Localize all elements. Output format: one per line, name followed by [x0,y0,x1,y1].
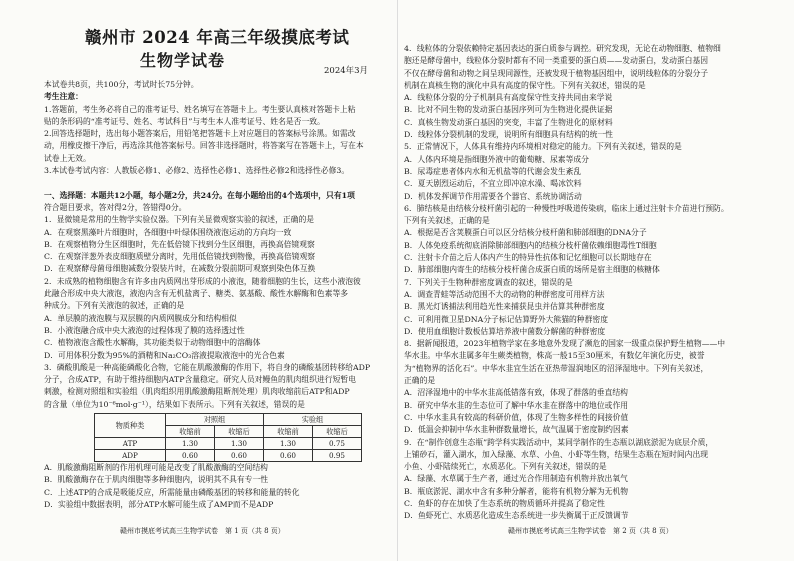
table-cell: 0.95 [313,450,362,462]
footer-page-1: 赣州市摸底考试高三生物学试卷 第 1 页（共 8 页） [120,527,285,535]
text-line: 种成分。下列有关液泡的叙述，正确的是 [44,301,185,311]
text-line: C．夏天剧烈运动后，不宜立即冲凉水澡、喝冰饮料 [404,179,582,189]
text-line: 此融合形成中央大液泡，液泡内含有无机盐离子、糖类、氨基酸、酸性水解酶和色素等多 [44,289,349,299]
text-line: B．尿毒症患者体内水和无机盐等的代谢会发生紊乱 [404,166,582,176]
footer-page-2: 赣州市摸底考试高三生物学试卷 第 2 页（共 8 页） [508,527,673,535]
text-line: D．肺部细胞内寄生的结核分枝杆菌合成蛋白质的场所是宿主细胞的核糖体 [404,265,660,275]
text-line: 动，用橡皮擦干净后，再选涂其他答案标号。回答非选择题时，将答案写在答题卡上，写在本 [44,141,364,151]
text-line: 4．线粒体的分裂依赖特定基因表达的蛋白质参与调控。研究发现，无论在动物细胞、植物细 [404,44,721,53]
text-line: A．沼泽湿地中的中华水韭高低错落有致，体现了群落的垂直结构 [404,388,628,398]
left-page [0,0,396,561]
table-cell: ATP [95,438,166,450]
table-cell: 0.60 [215,450,264,462]
text-line: B．黑光灯诱捕法利用趋光性来捕获昆虫并估算其种群密度 [404,302,605,312]
text-line: 5．正常情况下，人体具有维持内环境相对稳定的能力。下列有关叙述，错误的是 [404,142,682,152]
text-line: C．鱼虾的存在加快了生态系统的物质循环并提高了稳定性 [404,498,605,508]
exam-date: 2024年3月 [324,66,369,76]
text-line: 分子，合成ATP，有助于维持细胞内ATP含量稳定。研究人员对鳗鱼的肌肉组织进行短暂电 [44,375,356,385]
table-header-experimental: 实验组 [264,414,362,426]
text-line: 试卷上无效。 [44,153,91,163]
experiment-table [94,413,362,462]
table-subheader: 收缩后 [215,426,264,438]
text-line: B．瓶底淤泥、湖水中含有多种分解者，能将有机物分解为无机物 [404,486,629,496]
right-text-block [404,43,729,523]
text-line: 为“植物界的活化石”。中华水韭宜生活在亚热带湿润地区的沼泽湿地中。下列有关叙述， [404,363,709,373]
text-line: A．人体内环境是指细胞外液中的葡萄糖、尿素等成分 [404,154,589,164]
text-line: 6．肺结核是由结核分枝杆菌引起的一种慢性呼吸道传染病，临床上通过注射卡介苗进行预防。 [404,203,729,213]
left-text-after-table [44,462,300,511]
text-line [44,177,370,189]
table-header-substance: 物质种类 [95,414,166,438]
page-divider [397,0,398,561]
text-line: D．鱼虾死亡、水质恶化造成生态系统进一步失衡属于正反馈调节 [404,511,629,521]
text-line: 1．显微镜是常用的生物学实验仪器。下列有关显微观察实验的叙述，正确的是 [44,215,315,225]
text-line: B．研究中华水韭的生态位可了解中华水韭在群落中的地位或作用 [404,400,629,410]
text-line: 下列有关叙述，正确的是 [404,216,490,226]
text-line: D．使用血细胞计数板估算培养液中菌数分解菌的种群密度 [404,326,606,336]
text-line: 7．下列关于生物种群密度调查的叙述，错误的是 [404,277,573,287]
table-cell: 0.60 [166,450,215,462]
text-line: 2.回答选择题时，选出每小题答案后，用铅笔把答题卡上对应题目的答案标号涂黑。如需改 [44,129,356,139]
table-cell: 1.30 [215,438,264,450]
table-cell: ADP [95,450,166,462]
text-line: 的含量（单位为10⁻⁶mol·g⁻¹），结果如下表所示。下列有关叙述，错误的是 [44,399,305,409]
text-line: 一、选择题：本题共12小题，每小题2分，共24分。在每小题给出的4个选项中，只有1项 [44,190,355,200]
text-line: 机制在真核生物的演化中具有高度的保守性。下列有关叙述，错误的是 [404,80,646,90]
table-subheader: 收缩前 [264,426,313,438]
text-line: 2．未成熟的植物细胞含有许多由内质网出芽形成的小液泡，随着细胞的生长，这些小液泡彼 [44,276,361,286]
text-line: B．人体免疫系统彻底消除肺部细胞内的结核分枝杆菌依赖细胞毒性T细胞 [404,240,657,250]
text-line: 考生注意： [44,92,83,102]
exam-subtitle: 生物学试卷 [140,51,226,70]
text-line: C．注射卡介苗之后人体内产生的特异性抗体和记忆细胞可以长期地存在 [404,253,652,263]
text-line: A．绿藻、水草属于生产者，通过光合作用制造有机物并放出氧气 [404,474,628,484]
text-line: 本试卷共8页，共100分，考试时长75分钟。 [44,80,199,89]
text-line: D．低温会抑制中华水韭种群数量增长，故气温属于密度制约因素 [404,425,629,435]
text-line: 9．在“制作创意生态瓶”跨学科实践活动中，某同学制作的生态瓶以湖底淤泥为底层介质， [404,437,714,447]
text-line: A．肌酸激酶阻断剂的作用机理可能是改变了肌酸激酶的空间结构 [44,463,268,472]
text-line: 符合题目要求，答对得2分，答错得0分。 [44,202,187,212]
text-line: 3．磷酸肌酸是一种高能磷酸化合物，它能在肌酸激酶的作用下，将自身的磷酸基团转移给ADP [44,362,371,372]
text-line: C．上述ATP的合成是吸能反应，所需能量由磷酸基团的转移和能量的转化 [44,487,300,497]
text-line: C．可利用微卫星DNA分子标记估算野外大熊猫的种群密度 [404,314,608,324]
text-line: A．根据是否含荚膜蛋白可以区分结核分枝杆菌和肺部细胞的DNA分子 [404,228,647,238]
left-text-block [44,79,370,411]
text-line: D．线粒体分裂机制的发现，说明所有细胞具有结构的统一性 [404,130,613,140]
table-cell: 0.75 [313,438,362,450]
text-line: D．在观察酵母菌母细胞减数分裂装片时，在减数分裂前期可观察到染色体互换 [44,264,316,274]
text-line: 胞还是酵母菌中，线粒体分裂时都有不同一类重要的蛋白质——发动蛋白，发动蛋白基因 [404,56,709,66]
text-line: 3.本试卷考试内容：人教版必修1、必修2、选择性必修1、选择性必修2和选择性必修3。 [44,166,350,176]
table-cell: 0.60 [264,450,313,462]
text-line: 不仅在酵母菌和动物之间呈现同源性，还被发现于植物基因组中，说明线粒体的分裂分子 [404,68,709,78]
text-line: D．可用体积分数为95%的酒精和Na₂CO₃溶液提取液泡中的光合色素 [44,350,285,360]
text-line: B．比对不同生物的发动蛋白基因序列可为生物进化提供证据 [404,105,613,115]
text-line: D．机体发挥调节作用需要各个器官、系统协调活动 [404,191,582,201]
text-line: A．单层膜的液泡膜与双层膜的内质网膜成分和结构相似 [44,313,237,323]
text-line: 正确的是 [404,376,436,386]
right-page [400,0,794,561]
text-line: 小鱼、小虾陆续死亡，水质恶化。下列有关叙述，错误的是 [404,462,607,472]
text-line: C．中华水韭具有较高的科研价值，体现了生物多样性的间接价值 [404,412,629,422]
text-line: B．在观察植物分生区细胞时，先在低倍镜下找到分生区细胞，再换高倍镜观察 [44,239,315,249]
text-line: A．在观察黑藻叶片细胞时，各细胞中叶绿体围绕液泡运动的方向均一致 [44,227,292,237]
text-line: C．植物液泡含酸性水解酶，其功能类似于动物细胞中的溶酶体 [44,338,261,348]
text-line: C．真核生物发动蛋白基因的突变，丰富了生物进化的原材料 [404,117,613,127]
table-cell: 1.30 [166,438,215,450]
table-subheader: 收缩前 [166,426,215,438]
text-line: 上铺砂石，灌入湖水，加入绿藻、水草、小鱼、小虾等生物，结果生态瓶在短时间内出现 [404,449,709,459]
text-line: 华水韭。中华水韭属多年生蕨类植物，株高一般15至30厘米，有数亿年演化历史，被誉 [404,351,705,361]
table-header-control: 对照组 [166,414,264,426]
text-line: 8．据新闻报道，2023年植物学家在多地意外发现了濒危的国家一级重点保护野生植物——中 [404,339,726,349]
text-line: D．实验组中数据表明，部分ATP水解可能生成了AMP而不是ADP [44,499,274,509]
table-row [95,450,362,462]
text-line: C．在观察洋葱外表皮细胞质壁分离时，先用低倍镜找到物像，再换高倍镜观察 [44,252,316,262]
text-line: A．线粒体分裂的分子机制具有高度保守性支持共同由来学说 [404,93,613,103]
table-cell: 1.30 [264,438,313,450]
text-line: 贴的条形码的“准考证号、姓名、考试科目”与考生本人准考证号、姓名是否一致。 [44,116,325,126]
table-subheader: 收缩后 [313,426,362,438]
text-line: B．小液泡融合成中央大液泡的过程体现了膜的选择透过性 [44,325,245,335]
text-line: 刺激，检测对照组和实验组（肌肉组织用肌酸激酶阻断剂处理）肌肉收缩前后ATP和ADP [44,387,350,397]
text-line: B．肌酸激酶存在于肌肉细胞等多种细胞内，说明其不具有专一性 [44,475,269,485]
table-row [95,438,362,450]
exam-title: 赣州市 2024 年高三年级摸底考试 [85,28,350,47]
text-line: 1.答题前，考生务必将自己的准考证号、姓名填写在答题卡上。考生要认真核对答题卡上粘 [44,104,356,114]
text-line: A．调查青蛙等活动范围不大的动物的种群密度可用样方法 [404,289,605,299]
